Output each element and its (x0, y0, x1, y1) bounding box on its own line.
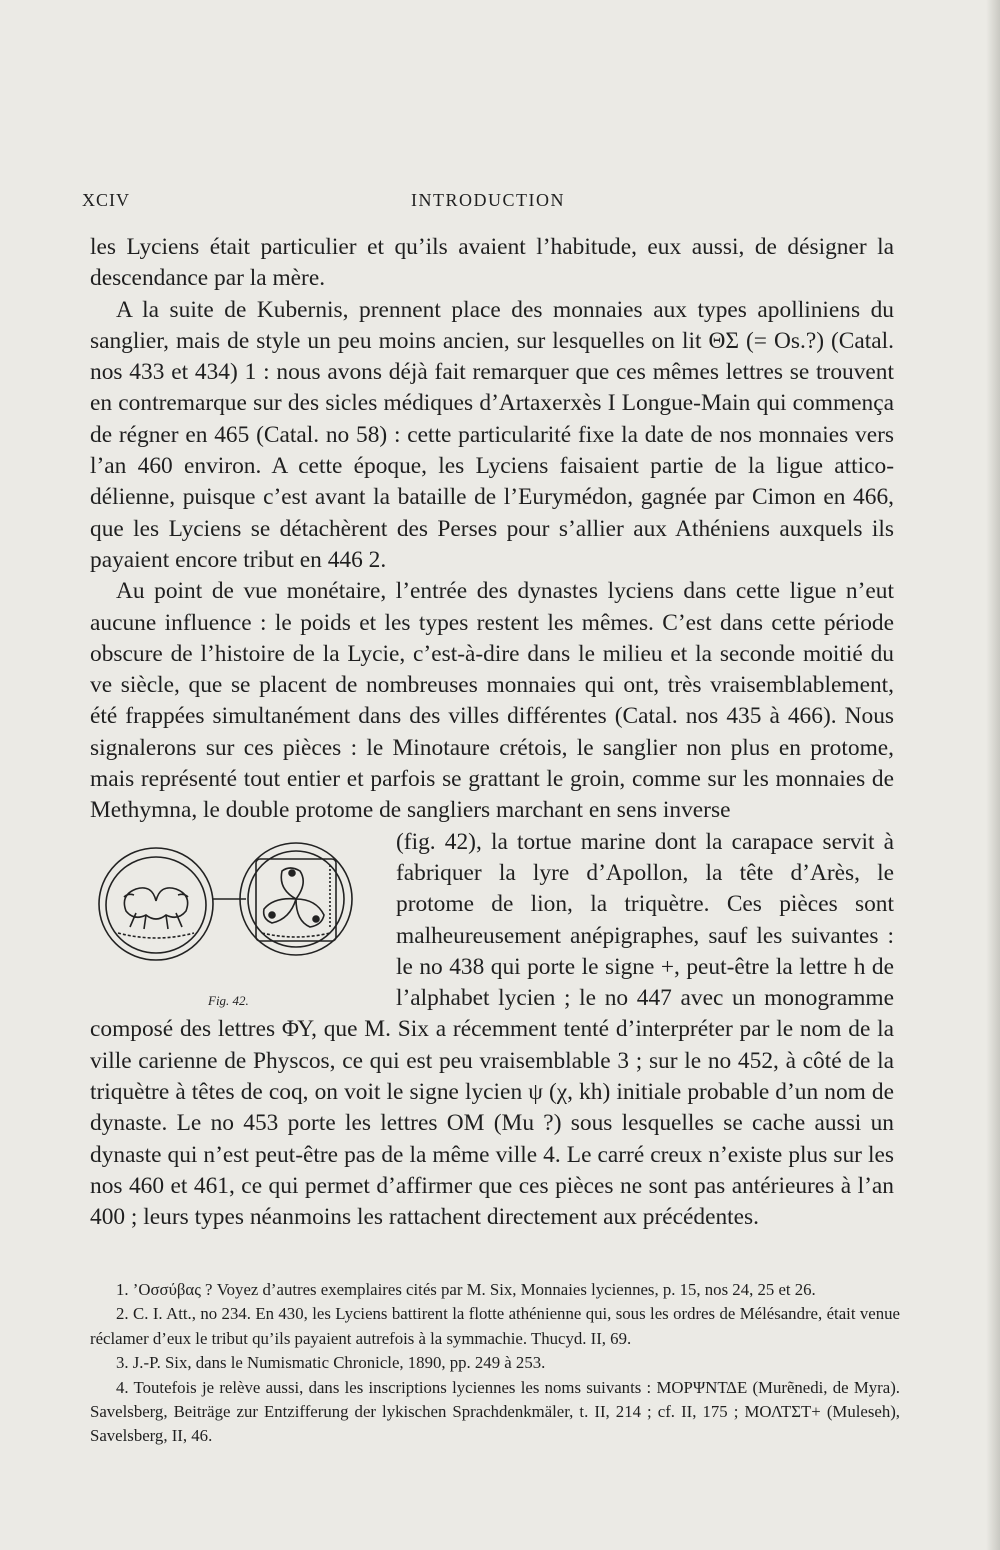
paragraph-2: A la suite de Kubernis, prennent place des monnaies aux types apolliniens du sanglier, mais de style un peu moins ancien, sur lesquelles on lit ΘΣ (= Os.?) (Catal. nos 433 et 434) 1 : nous avons déjà fait remarquer que ces mêmes lettres se trouvent en contremarque sur des sicles médiques d’Artaxerxès I Longue-Main qui commença de régner en 465 (Catal. no 58) : cette particularité fixe la date de nos monnaies vers l’an 460 environ. A cette époque, les Lyciens faisaient partie de la ligue attico-délienne, puisque c’est avant la bataille de l’Eurymédon, gagnée par Cimon en 466, que les Lyciens se détachèrent des Perses pour s’allier aux Athéniens auxquels ils payaient encore tribut en 446 2. (90, 296, 894, 573)
coin-illustration (96, 829, 376, 979)
running-title: INTRODUCTION (411, 190, 565, 210)
main-text (90, 232, 894, 1234)
paragraph-3: Au point de vue monétaire, l’entrée des dynastes lyciens dans cette ligue n’eut aucune influence : le poids et les types restent les mêmes. C’est dans cette période obscure de l’histoire de la Lycie, c’est-à-dire dans le milieu et la seconde moitié du ve siècle, que se placent de nombreuses monnaies qui ont, très vraisemblablement, été frappées simultanément dans des villes différentes (Catal. nos 435 à 466). Nous signalerons sur ces pièces : le Minotaure crétois, le sanglier non plus en protome, mais représenté tout entier et parfois se grattant le groin, comme sur les monnaies de Methymna, le double protome de sangliers marchant en sens inverse (90, 578, 894, 824)
footnote-4: 4. Toutefois je relève aussi, dans les inscriptions lyciennes les noms suivants : ΜΟΡΨΝΤΔΕ (Murẽnedi, de Myra). Savelsberg, Beiträge zur Entzifferung der lykischen Sprachdenkmäler, t. II, 214 ; cf. II, 175 ; ΜΟΛΤΣΤ+ (Muleseh), Savelsberg, II, 46. (90, 1377, 900, 1446)
page-number: XCIV (82, 190, 130, 210)
page-edge-shadow (986, 0, 1000, 1550)
paragraph-4: (fig. 42), la tortue marine dont la carapace servit à fabriquer la lyre d’Apollon, la tête d’Arès, le protome de lion, la triquètre. Ces pièces sont malheureusement anépigraphes, sauf les suivantes : le no 438 qui porte le signe +, peut-être la lettre h de l’alphabet lycien ; le no 447 avec un monogramme composé des lettres ΦΥ, que M. Six a récemment tenté d’interpréter par le nom de la ville carienne de Physcos, ce qui est peu vraisemblable 3 ; sur le no 452, à côté de la triquètre à têtes de coq, on voit le signe lycien ψ (χ, kh) initiale probable d’un nom de dynaste. Le no 453 porte les lettres OM (Mu ?) sous lesquelles se cache aussi un dynaste qui n’est peut-être pas de la même ville 4. Le carré creux n’existe plus sur les nos 460 et 461, ce qui permet d’affirmer que ces pièces ne sont pas antérieures à l’an 400 ; leurs types néanmoins les rattachent directement aux précédentes. (90, 828, 894, 1231)
footnotes (90, 1278, 900, 1449)
footnote-3: 3. J.-P. Six, dans le Numismatic Chronicle, 1890, pp. 249 à 253. (116, 1353, 546, 1373)
page-header (82, 190, 894, 220)
footnote-1: 1. ’Οσσύβας ? Voyez d’autres exemplaires cités par M. Six, Monnaies lyciennes, p. 15, nos 24, 25 et 26. (116, 1280, 816, 1299)
paragraph-1: les Lyciens était particulier et qu’ils avaient l’habitude, eux aussi, de désigner la descendance par la mère. (90, 234, 894, 292)
footnote-2: 2. C. I. Att., no 234. En 430, les Lyciens battirent la flotte athénienne qui, sous les ordres de Mélésandre, était venue réclamer d’eux le tribut qu’ils payaient autrefois à la symmachie. Thucyd. II, 69. (90, 1304, 900, 1348)
figure-caption: Fig. 42. (208, 992, 249, 1008)
coin-figure (90, 829, 386, 1013)
